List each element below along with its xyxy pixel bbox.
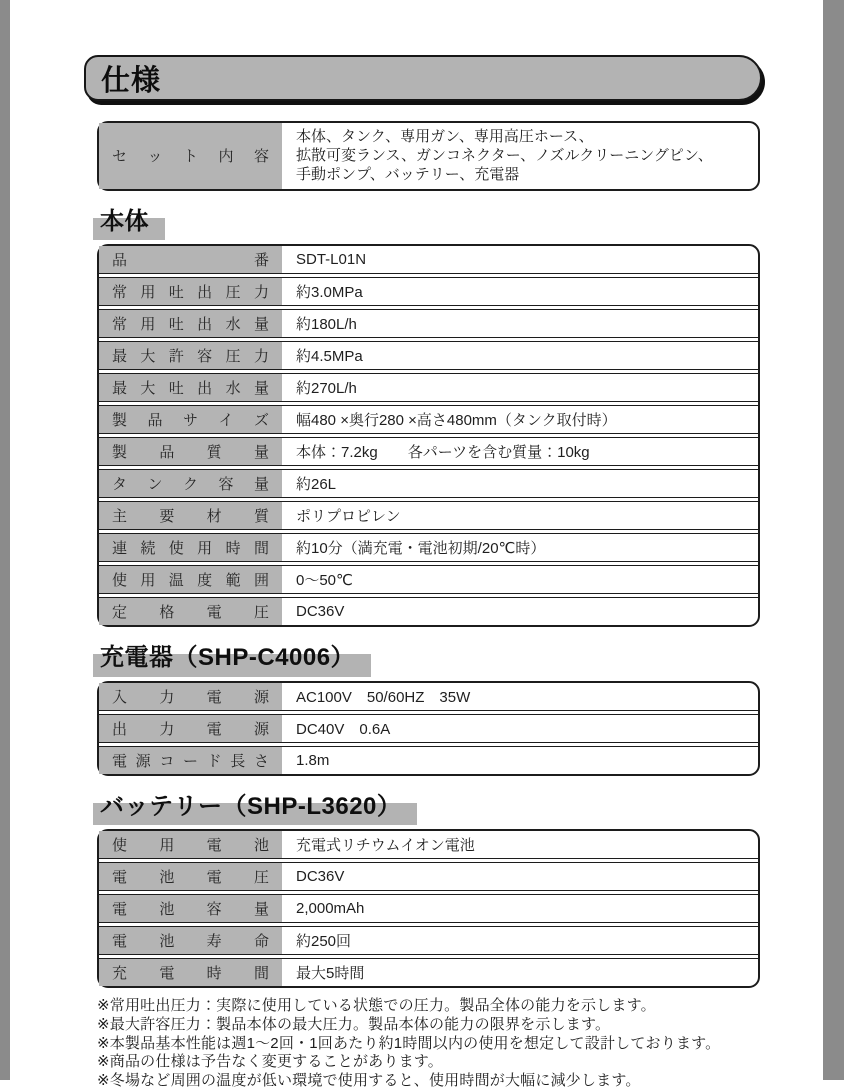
set-contents-table [97,121,760,191]
battery-spec-table [97,829,760,988]
section-heading-battery: バッテリー（SHP-L3620） [100,792,402,820]
spec-value: 約26L [296,476,337,494]
set-contents-line: 本体、タンク、専用ガン、専用高圧ホース、 [296,128,594,145]
spec-value: 0～50℃ [296,572,353,590]
spec-value: 充電式リチウムイオン電池 [296,837,475,855]
spec-label: 電 源 コ ー ド 長 さ [99,747,282,774]
spec-value: 最大5時間 [296,965,365,983]
table-row [99,405,758,434]
table-row [99,597,758,625]
spec-value: 約4.5MPa [296,348,363,366]
spec-label: 定 格 電 圧 [99,598,282,625]
footnote-line: ※常用吐出圧力：実際に使用している状態での圧力。製品全体の能力を示します。 [97,997,656,1015]
spec-label: 製 品 質 量 [99,438,282,465]
spec-value: 約10分（満充電・電池初期/20℃時） [296,540,546,558]
table-row [99,469,758,498]
spec-label: 常 用 吐 出 水 量 [99,310,282,337]
spec-value: 幅480 ×奥行280 ×高さ480mm（タンク取付時） [296,412,617,430]
table-row [99,862,758,891]
table-row [99,565,758,594]
spec-label: 電 池 電 圧 [99,863,282,890]
spec-value: 1.8m [296,751,330,769]
table-row [99,309,758,338]
spec-label: 連 続 使 用 時 間 [99,534,282,561]
table-row [99,123,758,189]
page-title: 仕様 [101,64,162,97]
spec-label: 充 電 時 間 [99,959,282,986]
footnote-line: ※本製品基本性能は週1～2回・1回あたり約1時間以内の使用を想定して設計しております。 [97,1034,721,1052]
table-row [99,437,758,466]
spec-label: 入 力 電 源 [99,683,282,710]
spec-label: タ ン ク 容 量 [99,470,282,497]
spec-label: 製 品 サ イ ズ [99,406,282,433]
section-heading-main-unit: 本体 [100,207,149,235]
table-row [99,926,758,955]
spec-value [282,123,758,189]
spec-value: 2,000mAh [296,900,365,918]
spec-label: 使 用 温 度 範 囲 [99,566,282,593]
page-edge-right-stripe [823,0,844,1080]
table-row [99,373,758,402]
spec-value: DC36V [296,868,345,886]
set-contents-line: 拡散可変ランス、ガンコネクター、ノズルクリーニングピン、 [296,147,713,165]
spec-label: 電 池 寿 命 [99,927,282,954]
spec-label: セ ッ ト 内 容 [99,123,282,189]
table-row [99,714,758,743]
main-unit-spec-table [97,244,760,627]
table-row [99,341,758,370]
table-row [99,501,758,530]
table-row [99,746,758,774]
footnotes [97,997,762,1090]
spec-value: DC36V [296,603,345,621]
page-edge-left-stripe [0,0,10,1080]
spec-label: 最 大 許 容 圧 力 [99,342,282,369]
footnote-line: ※最大許容圧力：製品本体の最大圧力。製品本体の能力の限界を示します。 [97,1015,611,1033]
spec-label: 品 番 [99,246,282,273]
table-row [99,246,758,274]
spec-value: 約180L/h [296,316,357,334]
spec-value: 約3.0MPa [296,284,363,302]
table-row [99,831,758,859]
section-header-bar [84,55,762,101]
spec-label: 出 力 電 源 [99,715,282,742]
spec-value: 本体：7.2kg 各パーツを含む質量：10kg [296,444,590,462]
set-contents-line: 手動ポンプ、バッテリー、充電器 [296,166,520,184]
table-row [99,533,758,562]
spec-label: 主 要 材 質 [99,502,282,529]
spec-label: 使 用 電 池 [99,831,282,858]
spec-value: AC100V 50/60HZ 35W [296,688,471,706]
spec-label: 常 用 吐 出 圧 力 [99,278,282,305]
table-row [99,894,758,923]
spec-value: DC40V 0.6A [296,720,391,738]
spec-value: 約270L/h [296,380,357,398]
table-row [99,958,758,986]
footnote-line: ※冬場など周囲の温度が低い環境で使用すると、使用時間が大幅に減少します。 [97,1071,641,1089]
spec-value: ポリプロピレン [296,508,401,526]
table-row [99,683,758,711]
spec-value: 約250回 [296,933,352,951]
spec-label: 電 池 容 量 [99,895,282,922]
page-content [84,55,762,1090]
charger-spec-table [97,681,760,776]
table-row [99,277,758,306]
footnote-line: ※商品の仕様は予告なく変更することがあります。 [97,1053,443,1071]
section-heading-charger: 充電器（SHP-C4006） [100,644,356,672]
spec-value: SDT-L01N [296,251,367,269]
spec-label: 最 大 吐 出 水 量 [99,374,282,401]
